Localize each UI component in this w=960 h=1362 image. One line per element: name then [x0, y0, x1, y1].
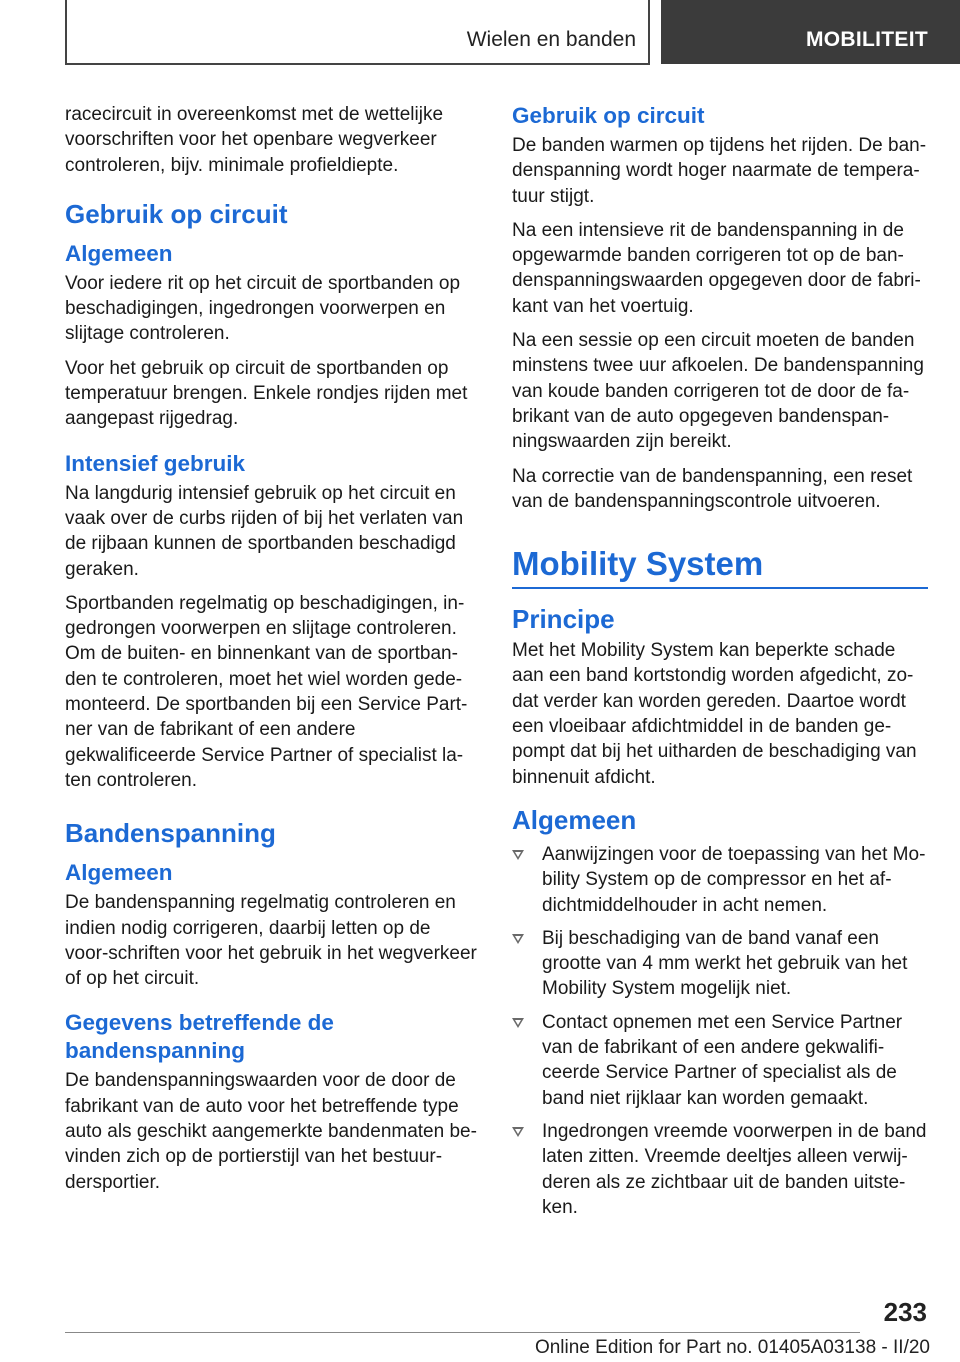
intro-paragraph: racecircuit in overeenkomst met de wettelijke voorschriften voor het openbare wegverkeer controleren, bijv. minimale profieldiepte. [65, 104, 444, 176]
heading-gegevens-bandenspanning: Gegevens betreffende de bandenspanning [65, 1010, 334, 1064]
heading-algemeen: Algemeen [65, 240, 173, 266]
heading-gebruik-op-circuit: Gebruik op circuit [65, 198, 288, 229]
paragraph: Voor het gebruik op circuit de sportbanden op temperatuur brengen. Enkele rondjes rijden met aangepast rijgedrag. [65, 357, 468, 430]
paragraph: Na een intensieve rit de bandenspanning in de opgewarmde banden corrigeren tot op de ban-denspanningswaarden opgegeven door de fabri-kant van het voertuig. [512, 219, 921, 317]
chapter-tab: MOBILITEIT [661, 0, 960, 64]
heading-mobility-system: Mobility System [512, 542, 928, 589]
section-title: Wielen en banden [466, 28, 636, 51]
paragraph: Na een sessie op een circuit moeten de banden minstens twee uur afkoelen. De bandenspanning van koude banden corrigeren tot de door de fa-brikant van de auto opgegeven bandenspan-ningswaarden zijn bereikt. [512, 330, 924, 453]
right-column [512, 102, 928, 1228]
heading-algemeen: Algemeen [512, 804, 637, 835]
paragraph: De bandenspanningswaarden voor de door de fabrikant van de auto voor het betreffende type auto als geschikt aangemerkte bandenmaten be-vinden zich op de portierstijl van het bestuur-dersportier. [65, 1070, 477, 1193]
list-item: Aanwijzingen voor de toepassing van het Mo-bility System op de compressor en het af-dichtmiddelhouder in acht nemen. [512, 842, 928, 918]
paragraph: Met het Mobility System kan beperkte schade aan een band kortstondig worden afgedicht, zo-dat verder kan worden gereden. Daartoe wordt een vloeibaar afdichtmiddel in de banden ge-pompt dat bij het uitharden de beschadiging van binnenuit afdicht. [512, 640, 917, 788]
heading-intensief-gebruik: Intensief gebruik [65, 450, 246, 476]
footer-rule [65, 1332, 860, 1333]
page-number: 233 [883, 1297, 927, 1327]
left-column [65, 102, 479, 1204]
triangle-bullet-icon [512, 1127, 524, 1137]
header-bottom-rule [65, 63, 650, 65]
paragraph: De bandenspanning regelmatig controleren en indien nodig corrigeren, daarbij letten op de voor-schriften voor het gebruik in het wegverkeer of op het circuit. [65, 892, 477, 990]
paragraph: Voor iedere rit op het circuit de sportbanden op beschadigingen, ingedrongen voorwerpen en slijtage controleren. [65, 272, 461, 345]
paragraph: Na correctie van de bandenspanning, een reset van de bandenspanningscontrole uitvoeren. [512, 465, 913, 512]
header-left-rule [65, 0, 67, 64]
heading-algemeen: Algemeen [65, 860, 173, 886]
bullet-list [512, 842, 928, 1220]
header-divider [648, 0, 650, 64]
triangle-bullet-icon [512, 934, 524, 944]
list-item: Contact opnemen met een Service Partner van de fabrikant of een andere gekwalifi-ceerde Service Partner of specialist als de band niet rijklaar kan worden gemaakt. [512, 1010, 928, 1111]
triangle-bullet-icon [512, 1018, 524, 1028]
footer-edition: Online Edition for Part no. 01405A03138 - II/20 [534, 1337, 930, 1358]
paragraph: Na langdurig intensief gebruik op het circuit en vaak over de curbs rijden of bij het verlaten van de rijbaan kunnen de sportbanden beschadigd geraken. [65, 482, 464, 580]
paragraph: Sportbanden regelmatig op beschadigingen, in-gedrongen voorwerpen en slijtage controleren. Om de buiten- en binnenkant van de sportban-den te controleren, moet het wiel worden gede-monteerd. De sportbanden bij een Service Part-ner van de fabrikant of een andere gekwalificeerde Service Partner of specialist la-ten controleren. [65, 592, 468, 791]
list-item: Bij beschadiging van de band vanaf een grootte van 4 mm werkt het gebruik van het Mobility System mogelijk niet. [512, 926, 928, 1002]
list-item: Ingedrongen vreemde voorwerpen in de band laten zitten. Vreemde deeltjes alleen verwij-deren als ze zichtbaar uit de banden uitste-ken. [512, 1119, 928, 1220]
heading-principe: Principe [512, 604, 615, 635]
heading-gebruik-op-circuit: Gebruik op circuit [512, 103, 705, 128]
heading-bandenspanning: Bandenspanning [65, 818, 276, 849]
paragraph: De banden warmen op tijdens het rijden. De ban-denspanning wordt hoger naarmate de tempera-tuur stijgt. [512, 135, 927, 207]
triangle-bullet-icon [512, 850, 524, 860]
